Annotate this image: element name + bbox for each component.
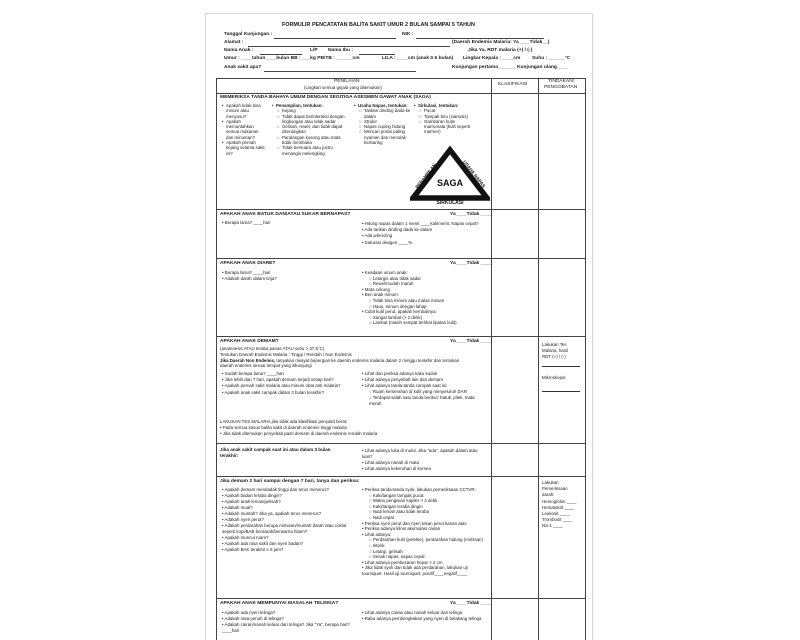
cough-duration: • Berapa lama? ____hari bbox=[222, 220, 271, 225]
saga-triangle-bottom: SIRKULASI bbox=[436, 200, 464, 204]
blood-test-action: Lakukan Pemeriksaan darah: Hemoglobin ____ Hematokrit ____ Leukosit ____ Trombosit ____ NS-1 ____ bbox=[542, 480, 577, 529]
klasifikasi-header: KLASIFIKASI bbox=[498, 82, 528, 87]
saga-danger-questions: • Apakah tidak bisa minum atau menyusu? • Apakah memuntahkan semua makanan dan minuman? • Apakah pernah kejang selama sakit ini? bbox=[222, 103, 265, 156]
malaria-test-action: Lakukan Tes Malaria, hasil RDT (+) / (-) Mikroskopis: bbox=[542, 342, 580, 392]
measles-exam-list: • Lihat adanya luka di mulut. Jika "ada", apakah dalam atau luas? • Lihat adanya nanah di mata • Lihat adanya kekeruhan di kornea bbox=[362, 448, 478, 471]
form-title: FORMULIR PENCATATAN BALITA SAKIT UMUR 2 BULAN SAMPAI 5 TAHUN bbox=[282, 22, 475, 28]
age-weight-height: Umur : ____tahun____bulan BB : ___kg PB/TB : ______cm bbox=[224, 56, 360, 61]
nik-label: NIK : bbox=[402, 32, 414, 37]
nik-line[interactable] bbox=[416, 38, 544, 39]
diarrhea-heading: APAKAH ANAK DIARE? bbox=[220, 261, 276, 266]
address-label: Alamat : bbox=[224, 40, 244, 45]
tindakan-column-border bbox=[538, 78, 539, 640]
table-left-border bbox=[216, 78, 217, 640]
dengue-questions: • Apakah demam mendadak tinggi dan terus menerus? • Apakah badan teraba dingin? • Apakah anak lemas/gelisah? • Adakah mual? • Adakah muntah? Jika ya, apakah terus menerus? • Adakah nyeri perut? • Adakah perdarahan berupa mimisan/muntah darah atau coklat seperti kopi/BAB berdarah/berwarna hitam? • Apakah muncul ruam? • Apakah ada rasa sakit dan nyeri badan? • Apakah BAK terakhir ≥ 6 jam? bbox=[222, 487, 347, 552]
diarrhea-yes-no[interactable]: Ya____Tidak ____ bbox=[450, 261, 492, 266]
mother-name-label: Nama Ibu : bbox=[328, 48, 354, 53]
ear-exam-list: • Lihat adanya cairan atau nanah keluar dari telinga • Raba adanya pembengkakan yang nyeri di belakang telinga bbox=[362, 610, 482, 621]
cough-yes-no[interactable]: Ya____Tidak ____ bbox=[450, 212, 492, 217]
saga-heading: MEMERIKSA TANDA BAHAYA UMUM DENGAN SEGITIGA ASESMEN GAWAT ANAK (SAGA) bbox=[220, 95, 431, 100]
cough-heading: APAKAH ANAK BATUK DAN/ATAU SUKAR BERNAPAS? bbox=[220, 212, 351, 217]
lila-label: LILA : ____cm (anak ≥ 6 bulan) bbox=[382, 56, 454, 61]
fever-heading: APAKAH ANAK DEMAM? bbox=[220, 339, 279, 344]
penilaian-header: PENILAIAN bbox=[334, 79, 360, 84]
microscopy-result-line bbox=[542, 387, 580, 392]
complaint-line[interactable] bbox=[264, 71, 416, 72]
saga-triangle-left: PENAMPILAN bbox=[414, 162, 438, 190]
malaria-test-instructions: LAKUKAN TES MALARIA jika tidak ada klasifikasi penyakit berat: • Pada semua kasus balita sakit di daerah endemis tinggi malaria • Jika tidak ditemukan penyebab pasti demam di daerah endemis rendah malaria bbox=[220, 419, 378, 436]
table-top-border bbox=[216, 78, 585, 79]
tindakan-header: TINDAKAN/ bbox=[548, 79, 575, 84]
pengobatan-header: PENGOBATAN bbox=[544, 85, 578, 90]
endemic-status: (Daerah Endemis Malaria: Ya____Tidak__) bbox=[452, 40, 550, 45]
dengue-section-border bbox=[216, 598, 585, 599]
saga-triangle-diagram bbox=[410, 146, 490, 204]
measles-section-border bbox=[216, 476, 585, 477]
visit-date-label: Tanggal Kunjungan : bbox=[224, 32, 273, 37]
ear-heading: APAKAH ANAK MEMPUNYAI MASALAH TELINGA? bbox=[220, 601, 339, 606]
mother-name-line[interactable] bbox=[359, 54, 395, 55]
visit-type-label: Kunjungan pertama_______Kunjungan ulang____ bbox=[452, 65, 568, 70]
sex-label: L/P bbox=[310, 48, 318, 53]
fever-section-border bbox=[216, 443, 585, 444]
complaint-label: Anak sakit apa? bbox=[224, 65, 262, 70]
saga-triangle-right: USAHA NAPAS bbox=[461, 159, 487, 189]
form-page bbox=[206, 14, 592, 640]
dengue-heading: Jika demam 2 hari sampai dengan 7 hari, tanya dan periksa: bbox=[220, 479, 360, 484]
saga-penampilan: • Penampilan, tentukan: ○ Kejang ○ Tidak dapat berinteraksi dengan lingkungan atau tidak sadar ○ Gelisah, rewel, dan tidak dapat ditenangkan ○ Pandangan kosong atau mata tidak membuka ○ Tidak bersuara atau justru menangis melengking bbox=[272, 103, 345, 156]
saga-triangle-center: SAGA bbox=[436, 178, 464, 188]
saga-usaha-napas: • Usaha Napas, tentukan: ○ Tarikan dinding dada ke dalam ○ Stridor ○ Napas cuping hidung ○ Mencari posisi paling nyaman dan menolak berbaring bbox=[354, 103, 411, 146]
fever-questions: • Sudah berapa lama? ____hari • Jika lebih dari 7 hari, apakah demam terjadi setiap hari? • Apakah pernah sakit malaria atau minum obat anti malaria? • Apakah anak sakit campak dalam 3 bulan terakhir? bbox=[222, 371, 341, 395]
fever-yes-no[interactable]: Ya____Tidak ____ bbox=[450, 339, 492, 344]
penilaian-subheader: (Lingkari semua gejala yang ditemukan) bbox=[304, 85, 382, 90]
measles-question: Jika anak sakit campak saat ini atau dalam 3 bulan terakhir: bbox=[220, 447, 331, 458]
saga-sirkulasi: • Sirkulasi, tentukan: ○ Pucat ○ Tampak biru (sianosis) ○ Gambaran kutis marmorata (kulit seperti marmer) bbox=[414, 103, 471, 135]
child-name-label: Nama Anak : bbox=[224, 48, 254, 53]
visit-date-line[interactable] bbox=[274, 38, 396, 39]
ear-questions: • Apakah ada nyeri telinga? • Adakah rasa penuh di telinga? • Adakah cairan/nanah keluar dari telinga? Jika "Ya", berapa hari? ____hari bbox=[222, 610, 350, 633]
klasifikasi-column-border bbox=[491, 78, 492, 640]
child-name-line[interactable] bbox=[260, 54, 302, 55]
address-line[interactable] bbox=[248, 46, 450, 47]
table-right-border bbox=[585, 78, 586, 640]
fever-exam-list: • Lihat dan periksa adanya kaku kuduk • Lihat adanya penyebab lain dari demam • Lihat adanya tanda-tanda campak saat ini: ○ Ruam kemerahan di kulit yang menyeluruh DAN ○ Terdapat salah satu tanda berikut: batuk, pilek, mata merah bbox=[362, 371, 475, 406]
cough-exam-list: • Hitung napas dalam 1 menit ____kali/menit. Napas cepat? • Ada tarikan dinding dada ke dalam • Ada wheezing • Saturasi oksigen ____% bbox=[362, 221, 479, 245]
diarrhea-questions: • Berapa lama? ____hari • Adakah darah dalam tinja? bbox=[222, 270, 277, 282]
rdt-result-line bbox=[542, 362, 580, 367]
ear-yes-no[interactable]: Ya____Tidak ____ bbox=[450, 601, 492, 606]
head-circumference-label: Lingkar Kepala : ____cm bbox=[463, 56, 521, 61]
diarrhea-exam-list: • Keadaan umum anak: ○ Letargis atau tidak sadar ○ Rewel/mudah marah • Mata cekung • Beri anak minum: ○ Tidak bisa minum atau malas minum ○ Haus, minum dengan lahap • Cubit kulit perut, apakah kembalinya: ○ Sangat lambat (> 2 detik) ○ Lambat (masih sempat terlihat lipatan kulit) bbox=[362, 270, 457, 326]
rdt-label: Jika Ya, RDT malaria (+) / (-) bbox=[468, 48, 533, 53]
saga-section-border bbox=[216, 209, 585, 210]
table-header-border bbox=[216, 93, 585, 94]
fever-intro: (anamnesis ATAU teraba panas ATAU suhu > 37,5°C) Tentukan Daerah Endemis Malaria : Tinggi / Rendah / Non Endemis Jika Daerah Non Endemis, tanyakan riwayat bepergian ke daerah endemis malaria dalam 2 minggu terakhir dan tentukan daerah endemis sesuai tempat yang dikunjungi bbox=[220, 346, 460, 369]
temperature-label: Suhu : ______°C bbox=[532, 56, 571, 61]
diarrhea-section-border bbox=[216, 336, 585, 337]
dengue-exam-list: • Periksa tanda-tanda syok, lakukan pemeriksaan CCTVR: ○ Kaki/tangan tampak pucat ○ Waktu pengisian kapiler > 2 detik ○ Kaki/tangan teraba dingin ○ Nadi lemah atau tidak teraba ○ Nadi cepat • Periksa nyeri perut dan nyeri tekan perut kanan atas • Periksa adanya klinis akumulasi cairan • Lihat adanya: ○ Perdarahan kulit (petekie), perdarahan hidung (mimisan) ○ Ikterik ○ Letargi, gelisah ○ Sesak napas, napas cepat • Lihat adanya pembesaran hepar > 2 cm • Jika tidak syok dan tidak ada perdarahan, lakukan uji tourniquet. Hasil uji tourniquet: positif____negatif____ bbox=[362, 487, 483, 576]
cough-section-border bbox=[216, 258, 585, 259]
